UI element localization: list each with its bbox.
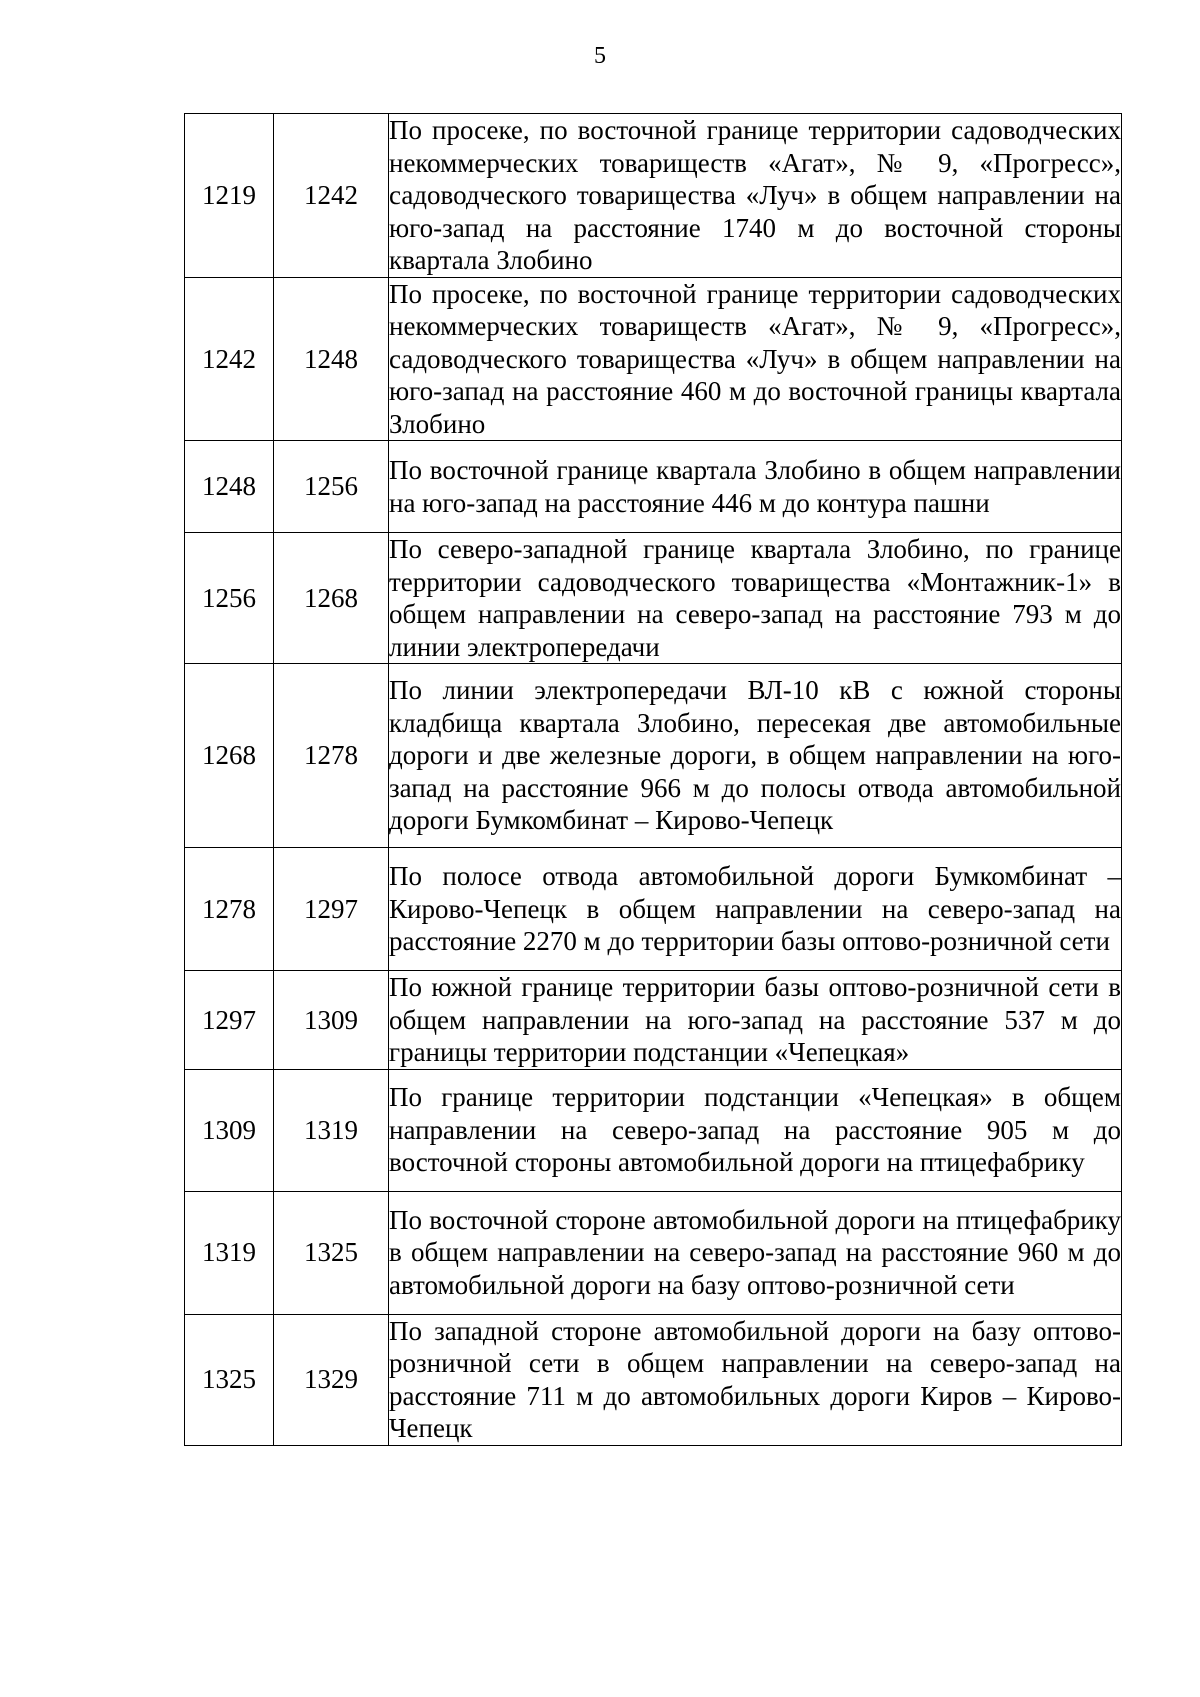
table-row <box>185 441 1122 533</box>
boundary-table <box>184 113 1122 1446</box>
route-description: По просеке, по восточной границе территории садоводческих некоммерческих товариществ «Агат», № 9, «Прогресс», садоводческого товарищества «Луч» в общем направлении на юго-запад на расстояние 1740 м до восточной стороны квартала Злобино <box>389 115 1121 275</box>
table-row <box>185 277 1122 441</box>
table-row <box>185 848 1122 971</box>
to-point: 1268 <box>274 533 389 664</box>
route-description: По восточной стороне автомобильной дороги на птицефабрику в общем направлении на северо-запад на расстояние 960 м до автомобильной дороги на базу оптово-розничной сети <box>389 1191 1122 1314</box>
table-row <box>185 1314 1122 1445</box>
from-point: 1325 <box>185 1314 274 1445</box>
route-description: По границе территории подстанции «Чепецкая» в общем направлении на северо-запад на расстояние 905 м до восточной стороны автомобильной дороги на птицефабрику <box>389 1069 1122 1191</box>
from-point: 1268 <box>185 664 274 848</box>
from-point: 1242 <box>185 277 274 441</box>
from-point: 1278 <box>185 848 274 971</box>
to-point: 1329 <box>274 1314 389 1445</box>
to-point: 1309 <box>274 971 389 1070</box>
route-description: По северо-западной границе квартала Злобино, по границе территории садоводческого товарищества «Монтажник-1» в общем направлении на северо-запад на расстояние 793 м до линии электропередачи <box>389 534 1121 662</box>
from-point: 1248 <box>185 441 274 533</box>
route-description: По полосе отвода автомобильной дороги Бумкомбинат – Кирово-Чепецк в общем направлении на северо-запад на расстояние 2270 м до территории базы оптово-розничной сети <box>389 848 1122 971</box>
from-point: 1256 <box>185 533 274 664</box>
page-number: 5 <box>594 43 606 69</box>
to-point: 1278 <box>274 664 389 848</box>
table-row <box>185 971 1122 1070</box>
route-description: По просеке, по восточной границе территории садоводческих некоммерческих товариществ «Агат», № 9, «Прогресс», садоводческого товарищества «Луч» в общем направлении на юго-запад на расстояние 460 м до восточной границы квартала Злобино <box>389 278 1121 439</box>
boundary-table-body <box>185 114 1122 1446</box>
table-row <box>185 114 1122 278</box>
from-point: 1309 <box>185 1069 274 1191</box>
from-point: 1219 <box>185 114 274 278</box>
table-row <box>185 1191 1122 1314</box>
route-description: По восточной границе квартала Злобино в общем направлении на юго-запад на расстояние 446 м до контура пашни <box>389 441 1122 533</box>
route-description: По линии электропередачи ВЛ-10 кВ с южной стороны кладбища квартала Злобино, пересекая две автомобильные дороги и две железные дороги, в общем направлении на юго-запад на расстояние 966 м до полосы отвода автомобильной дороги Бумкомбинат – Кирово-Чепецк <box>389 664 1122 848</box>
route-description: По западной стороне автомобильной дороги на базу оптово-розничной сети в общем направлении на северо-запад на расстояние 711 м до автомобильных дороги Киров – Кирово-Чепецк <box>389 1315 1121 1443</box>
route-description: По южной границе территории базы оптово-розничной сети в общем направлении на юго-запад на расстояние 537 м до границы территории подстанции «Чепецкая» <box>389 972 1121 1067</box>
from-point: 1297 <box>185 971 274 1070</box>
table-row <box>185 533 1122 664</box>
to-point: 1256 <box>274 441 389 533</box>
table-row <box>185 664 1122 848</box>
to-point: 1242 <box>274 114 389 278</box>
from-point: 1319 <box>185 1191 274 1314</box>
to-point: 1325 <box>274 1191 389 1314</box>
to-point: 1319 <box>274 1069 389 1191</box>
to-point: 1248 <box>274 277 389 441</box>
to-point: 1297 <box>274 848 389 971</box>
table-row <box>185 1069 1122 1191</box>
